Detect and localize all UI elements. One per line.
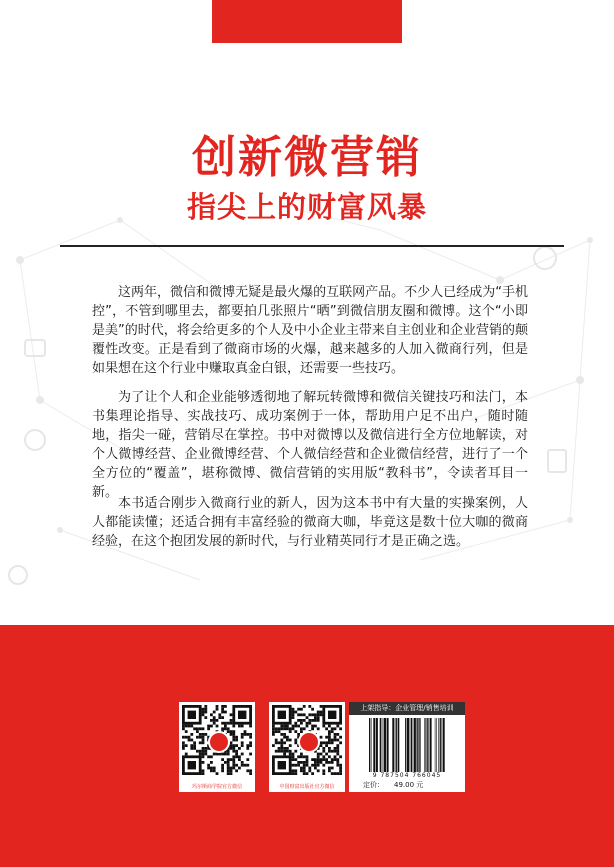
qr-logo-icon <box>208 731 230 753</box>
book-title: 创新微营销 <box>192 132 422 183</box>
price-label: 定价： <box>363 781 384 789</box>
price-value: 49.00 元 <box>394 781 424 789</box>
isbn-barcode-card <box>349 702 465 792</box>
blurb-paragraph-1: 这两年，微信和微博无疑是最火爆的互联网产品。不少人已经成为“手机控”，不管到哪里去，都要拍几张照片“晒”到微信朋友圈和微博。这个“小即是美”的时代，将会给更多的个人及中小企业主带来自主创业和企业营销的颠覆性改变。正是看到了微商市场的火爆，越来越多的人加入微商行列，但是如果想在这个行业中赚取真金白银，还需要一些技巧。 <box>92 285 528 376</box>
qr-logo-icon <box>298 731 320 753</box>
isbn-digits: 9 787504 766045 <box>372 772 442 779</box>
qr-code-card-1 <box>179 702 255 792</box>
blurb-paragraph-3: 本书适合刚步入微商行业的新人，因为这本书中有大量的实操案例，人人都能读懂；还适合拥有丰富经验的微商大咖，毕竟这是数十位大咖的微商经验，在这个抱团发展的新时代，与行业精英同行才是正确之选。 <box>92 496 528 549</box>
qr-caption: 玛尔斯商学院官方微信 <box>191 784 242 790</box>
price-line <box>363 780 463 790</box>
barcode-icon <box>369 718 445 772</box>
shelving-category: 上架指导：企业管理/销售培训 <box>349 702 465 715</box>
top-red-tab <box>212 0 402 43</box>
book-subtitle: 指尖上的财富风暴 <box>186 190 427 224</box>
blurb-paragraph-2: 为了让个人和企业能够透彻地了解玩转微博和微信关键技巧和法门，本书集理论指导、实战技巧、成功案例于一体，帮助用户足不出户，随时随地，指尖一碰，营销尽在掌控。书中对微博以及微信进行全方位地解读，对个人微博经营、企业微博经营、个人微信经营和企业微信经营，进行了一个全方位的“覆盖”，堪称微博、微信营销的实用版“教科书”，令读者耳目一新。 <box>92 390 528 500</box>
title-divider <box>60 245 564 247</box>
qr-code-card-2 <box>269 702 345 792</box>
qr-caption: 中国财富出版社官方微信 <box>279 784 335 790</box>
